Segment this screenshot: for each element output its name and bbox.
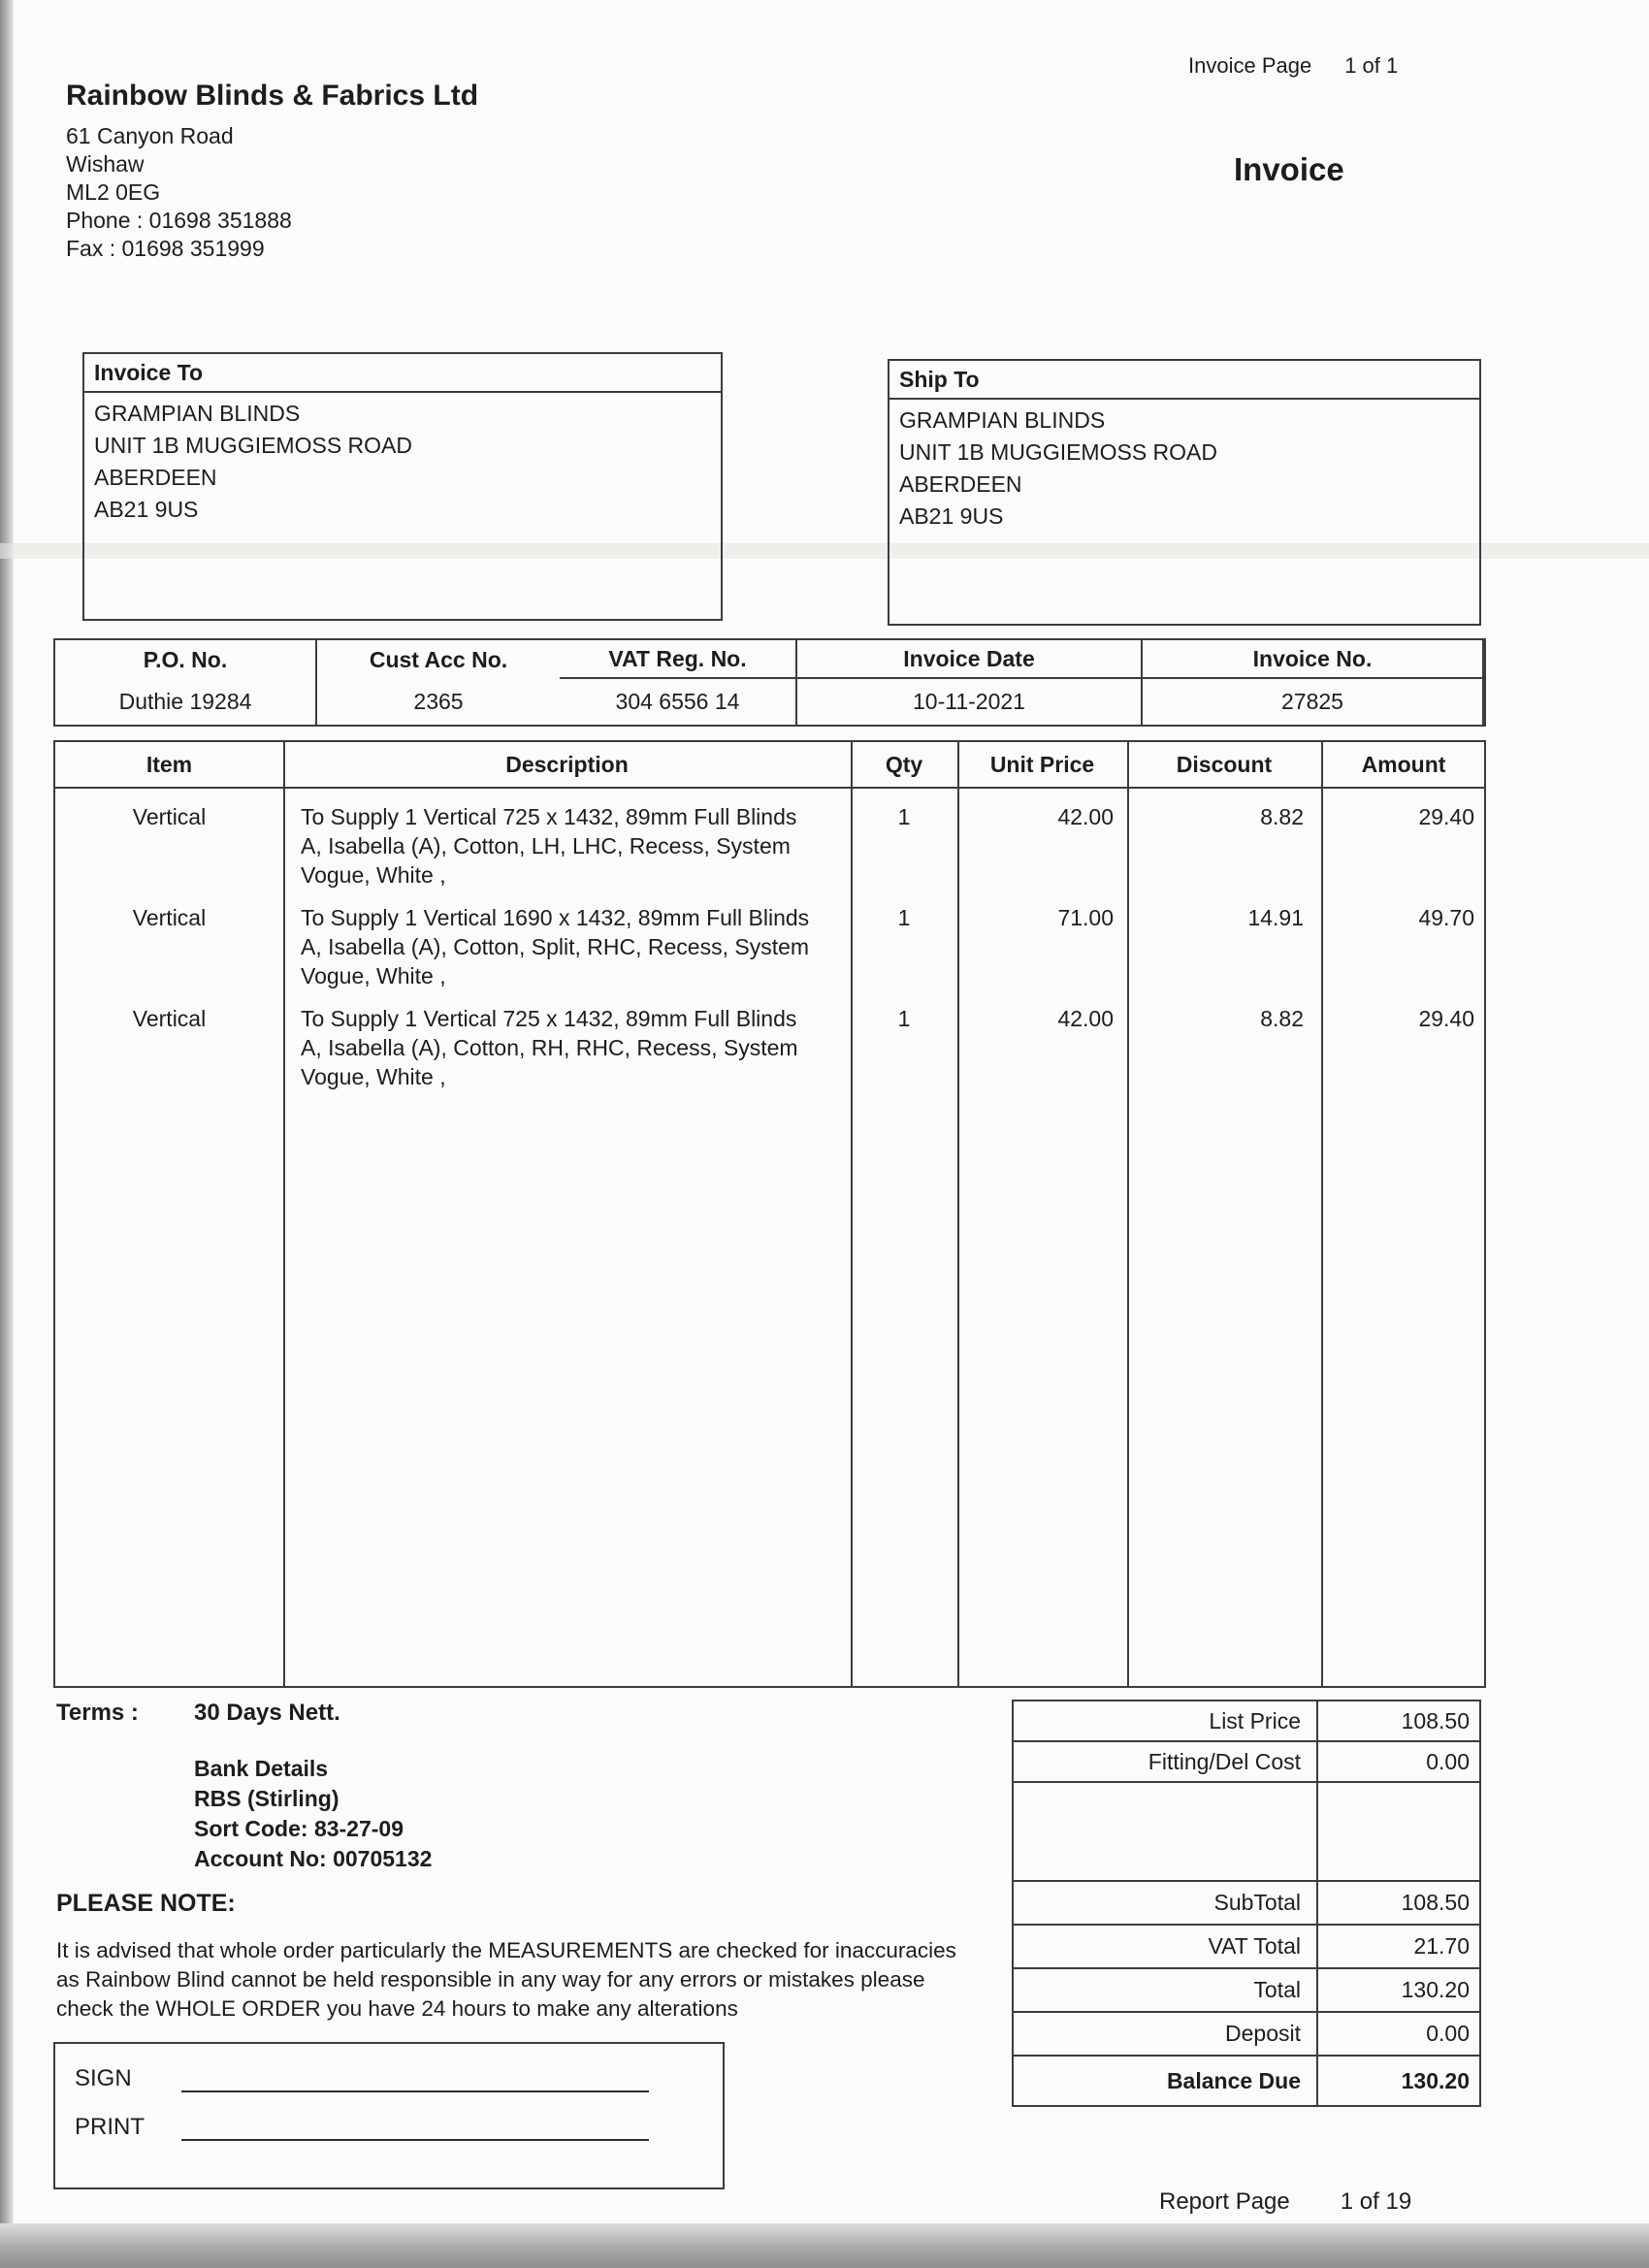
item-cell: Vertical (132, 905, 207, 930)
scan-edge-bottom (0, 2223, 1649, 2268)
discount-cell: 8.82 (1260, 1006, 1304, 1031)
invoice-page-value: 1 of 1 (1344, 53, 1399, 78)
meta-value-vat: 304 6556 14 (560, 679, 797, 725)
scan-edge-left (0, 0, 14, 2268)
total-value: 108.50 (1401, 1890, 1470, 1915)
meta-value-po: Duthie 19284 (118, 689, 252, 714)
amount-cell: 29.40 (1418, 804, 1474, 829)
total-value: 0.00 (1426, 1748, 1470, 1774)
header-qty: Qty (885, 751, 923, 777)
item-cell: Vertical (132, 1006, 207, 1031)
please-note-title: PLEASE NOTE: (56, 1890, 236, 1917)
column-separator (283, 742, 285, 1686)
meta-value-cust-acc: 2365 (413, 689, 464, 714)
print-line (181, 2116, 649, 2141)
meta-header-po: P.O. No. (143, 646, 228, 672)
description-cell: To Supply 1 Vertical 1690 x 1432, 89mm Full Blinds A, Isabella (A), Cotton, Split, RHC, Recess, System Vogue, White , (301, 905, 810, 988)
amount-cell: 29.40 (1418, 1006, 1474, 1031)
ship-to-address (889, 400, 1479, 537)
total-row-vat (1014, 1926, 1479, 1969)
qty-cell: 1 (897, 1006, 911, 1031)
total-value: 130.20 (1401, 1977, 1470, 2002)
sign-line (181, 2067, 649, 2092)
line-items-table (53, 740, 1486, 1688)
total-value: 108.50 (1401, 1707, 1470, 1733)
terms-value: 30 Days Nett. (194, 1700, 340, 1726)
unit-price-cell: 71.00 (1057, 905, 1114, 930)
column-separator (1127, 742, 1129, 1686)
total-label: VAT Total (1208, 1933, 1301, 1959)
meta-header-cust-acc: Cust Acc No. (369, 646, 508, 672)
header-unit-price: Unit Price (989, 751, 1095, 777)
column-separator (1321, 742, 1323, 1686)
report-page-label: Report Page (1159, 2188, 1290, 2215)
description-cell: To Supply 1 Vertical 725 x 1432, 89mm Full Blinds A, Isabella (A), Cotton, LH, LHC, Recess, System Vogue, White , (301, 804, 797, 888)
total-row-fitting (1014, 1742, 1479, 1783)
ship-to-label: Ship To (889, 361, 1479, 400)
totals-divider (1316, 1701, 1318, 2105)
table-row (55, 903, 1484, 990)
total-label: SubTotal (1213, 1890, 1301, 1915)
qty-cell: 1 (897, 804, 911, 829)
total-row-balance-due (1014, 2057, 1479, 2105)
total-row-total (1014, 1969, 1479, 2013)
report-page-value: 1 of 19 (1340, 2188, 1412, 2215)
amount-cell: 49.70 (1418, 905, 1474, 930)
header-amount: Amount (1361, 751, 1446, 777)
total-label: List Price (1209, 1707, 1301, 1733)
sign-row (75, 2065, 703, 2092)
invoice-page-indicator (1188, 53, 1398, 79)
table-row (55, 1004, 1484, 1091)
meta-header-invoice-no: Invoice No. (1143, 640, 1484, 679)
total-value: 130.20 (1401, 2067, 1470, 2093)
address-line: ABERDEEN (94, 465, 217, 490)
company-address-line: ML2 0EG (66, 179, 161, 205)
header-discount: Discount (1176, 751, 1273, 777)
please-note-body: It is advised that whole order particularly the MEASUREMENTS are checked for inaccuracies as Rainbow Blind cannot be held responsible in any way for any errors or mistakes please check the WHOLE ORDER you have 24 hours to make any alterations (56, 1938, 956, 2021)
print-label: PRINT (75, 2114, 145, 2140)
company-name: Rainbow Blinds & Fabrics Ltd (66, 80, 479, 112)
company-fax: Fax : 01698 351999 (66, 236, 265, 261)
bank-line: Sort Code: 83-27-09 (194, 1816, 404, 1841)
unit-price-cell: 42.00 (1057, 1006, 1114, 1031)
meta-header-vat: VAT Reg. No. (560, 640, 797, 679)
meta-po-cell (55, 640, 317, 725)
total-value: 0.00 (1426, 2021, 1470, 2046)
address-line: UNIT 1B MUGGIEMOSS ROAD (899, 439, 1218, 465)
bank-details-title: Bank Details (194, 1756, 329, 1781)
invoice-to-address (84, 393, 721, 531)
totals-box (1012, 1700, 1481, 2107)
print-row (75, 2114, 703, 2141)
column-separator (851, 742, 853, 1686)
total-label: Fitting/Del Cost (1148, 1748, 1301, 1774)
ship-to-box (888, 359, 1481, 626)
bank-line: Account No: 00705132 (194, 1846, 433, 1871)
sign-label: SIGN (75, 2065, 132, 2091)
invoice-page-label: Invoice Page (1188, 53, 1312, 78)
company-header (66, 80, 478, 263)
unit-price-cell: 42.00 (1057, 804, 1114, 829)
total-row-deposit (1014, 2013, 1479, 2057)
qty-cell: 1 (897, 905, 911, 930)
total-value: 21.70 (1413, 1933, 1470, 1959)
total-row-subtotal (1014, 1882, 1479, 1926)
document-title: Invoice (1234, 151, 1344, 187)
address-line: AB21 9US (94, 497, 199, 522)
bank-line: RBS (Stirling) (194, 1786, 340, 1811)
bank-details (194, 1754, 432, 1874)
total-label: Balance Due (1166, 2067, 1301, 2093)
meta-header-date: Invoice Date (797, 640, 1143, 679)
invoice-to-label: Invoice To (84, 354, 721, 393)
items-header-row (55, 742, 1484, 789)
header-description: Description (505, 751, 629, 777)
meta-value-invoice-no: 27825 (1143, 679, 1484, 725)
item-cell: Vertical (132, 804, 207, 829)
discount-cell: 14.91 (1247, 905, 1304, 930)
table-row (55, 802, 1484, 890)
company-address-line: Wishaw (66, 151, 145, 177)
terms-label: Terms : (56, 1700, 139, 1726)
discount-cell: 8.82 (1260, 804, 1304, 829)
signature-box (53, 2042, 725, 2189)
company-address-line: 61 Canyon Road (66, 123, 234, 148)
meta-value-date: 10-11-2021 (797, 679, 1143, 725)
header-item: Item (146, 751, 193, 777)
address-line: AB21 9US (899, 503, 1004, 529)
address-line: ABERDEEN (899, 471, 1022, 497)
column-separator (957, 742, 959, 1686)
address-line: GRAMPIAN BLINDS (94, 401, 301, 426)
invoice-meta-table (53, 638, 1486, 727)
invoice-to-box (82, 352, 723, 621)
total-label: Total (1253, 1977, 1301, 2002)
address-line: GRAMPIAN BLINDS (899, 407, 1106, 433)
address-line: UNIT 1B MUGGIEMOSS ROAD (94, 433, 413, 458)
meta-cust-acc-cell (317, 640, 560, 725)
description-cell: To Supply 1 Vertical 725 x 1432, 89mm Full Blinds A, Isabella (A), Cotton, RH, RHC, Recess, System Vogue, White , (301, 1006, 798, 1089)
total-row-list-price (1014, 1701, 1479, 1742)
total-label: Deposit (1225, 2021, 1301, 2046)
totals-spacer (1014, 1783, 1479, 1882)
company-phone: Phone : 01698 351888 (66, 208, 292, 233)
report-page-indicator (1159, 2188, 1411, 2216)
